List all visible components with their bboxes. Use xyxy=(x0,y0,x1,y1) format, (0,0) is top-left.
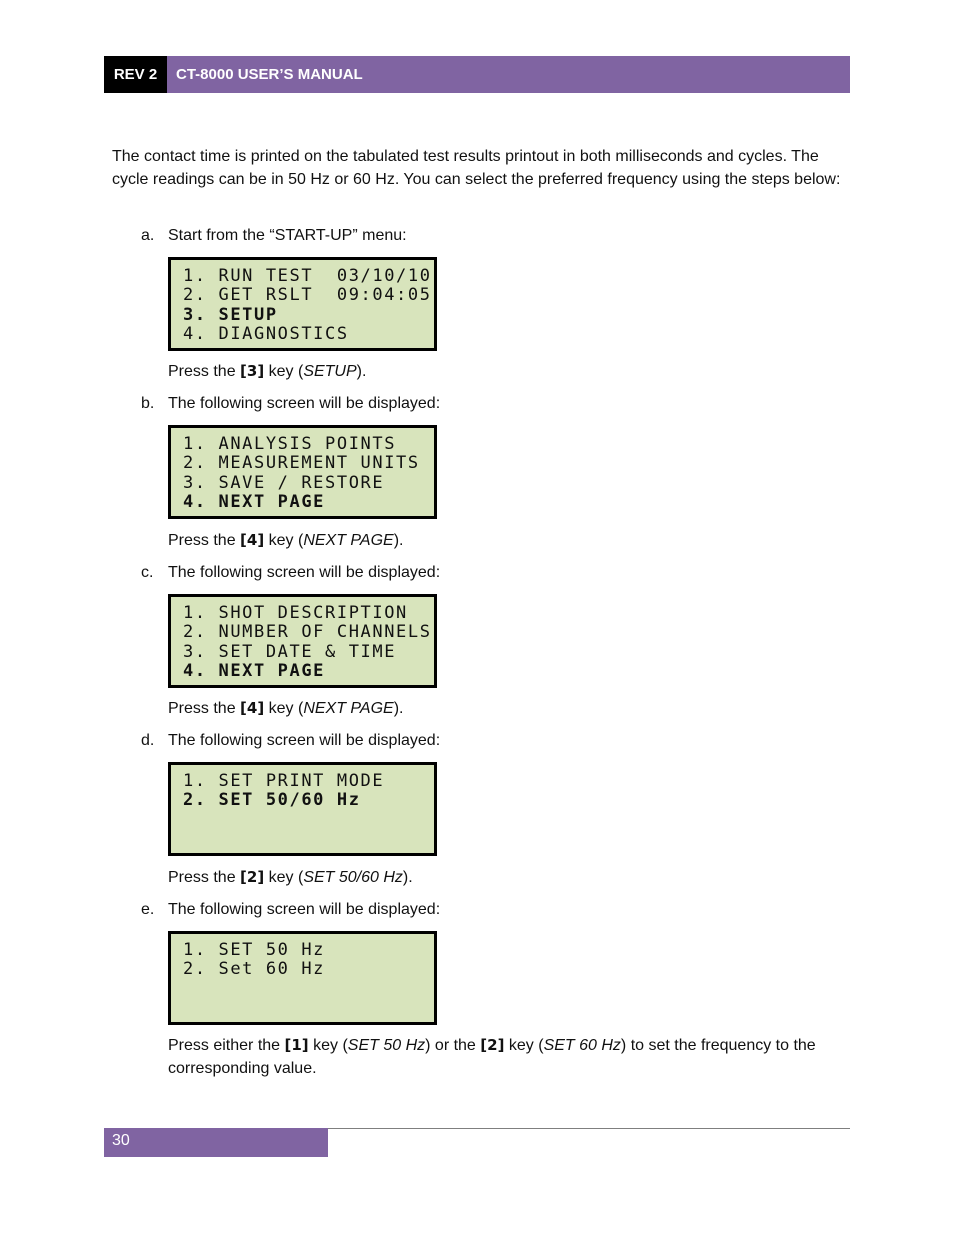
lcd-line-selected: 4. NEXT PAGE xyxy=(183,492,326,512)
step-c-instruction: Press the [4] key (NEXT PAGE). xyxy=(168,699,404,717)
step-e-text: The following screen will be displayed: xyxy=(168,901,441,918)
step-a-label: a. xyxy=(141,227,155,244)
step-e-instruction: Press either the [1] key (SET 50 Hz) or the [2] key (SET 60 Hz) to set the frequency to the corresponding value. xyxy=(168,1036,816,1077)
lcd-line: 1. SHOT DESCRIPTION xyxy=(183,603,408,623)
page-header xyxy=(104,56,850,93)
step-e-label: e. xyxy=(141,901,155,918)
lcd-line: 2. GET RSLT 09:04:05 xyxy=(183,285,432,305)
lcd-line: 1. ANALYSIS POINTS xyxy=(183,434,397,454)
step-d-label: d. xyxy=(141,732,155,749)
lcd-line: 1. RUN TEST 03/10/10 xyxy=(183,266,432,286)
key-1: [1] xyxy=(284,1036,309,1054)
key-4: [4] xyxy=(240,531,265,549)
step-c-label: c. xyxy=(141,564,154,581)
manual-title: CT-8000 USER’S MANUAL xyxy=(167,56,850,93)
lcd-line: 3. SAVE / RESTORE xyxy=(183,473,385,493)
step-b-text: The following screen will be displayed: xyxy=(168,395,441,412)
step-b-label: b. xyxy=(141,395,155,412)
lcd-line: 2. Set 60 Hz xyxy=(183,959,326,979)
lcd-line: 2. MEASUREMENT UNITS xyxy=(183,453,420,473)
lcd-line: 2. NUMBER OF CHANNELS xyxy=(183,622,432,642)
step-d-text: The following screen will be displayed: xyxy=(168,732,441,749)
step-d-instruction: Press the [2] key (SET 50/60 Hz). xyxy=(168,868,413,886)
step-b-instruction: Press the [4] key (NEXT PAGE). xyxy=(168,531,404,549)
lcd-line: 1. SET PRINT MODE xyxy=(183,771,385,791)
lcd-line: 4. DIAGNOSTICS xyxy=(183,324,349,344)
step-c-text: The following screen will be displayed: xyxy=(168,564,441,581)
lcd-line-selected: 2. SET 50/60 Hz xyxy=(183,790,361,810)
lcd-screen-setup xyxy=(168,425,437,519)
step-a-text: Start from the “START-UP” menu: xyxy=(168,227,407,244)
key-3: [3] xyxy=(240,362,265,380)
key-4: [4] xyxy=(240,699,265,717)
step-a-instruction: Press the [3] key (SETUP). xyxy=(168,362,367,380)
lcd-line: 3. SET DATE & TIME xyxy=(183,642,397,662)
lcd-screen-setup-page3 xyxy=(168,762,437,856)
lcd-screen-frequency xyxy=(168,931,437,1025)
page-number: 30 xyxy=(104,1128,328,1157)
lcd-screen-startup xyxy=(168,257,437,351)
revision-label: REV 2 xyxy=(104,56,167,93)
key-2: [2] xyxy=(480,1036,505,1054)
intro-paragraph: The contact time is printed on the tabulated test results printout in both milliseconds and cycles. The cycle readings can be in 50 Hz or 60 Hz. You can select the preferred frequency using the steps below: xyxy=(112,148,841,188)
lcd-screen-setup-page2 xyxy=(168,594,437,688)
lcd-line-selected: 4. NEXT PAGE xyxy=(183,661,326,681)
key-2: [2] xyxy=(240,868,265,886)
lcd-line: 1. SET 50 Hz xyxy=(183,940,326,960)
lcd-line-selected: 3. SETUP xyxy=(183,305,278,325)
